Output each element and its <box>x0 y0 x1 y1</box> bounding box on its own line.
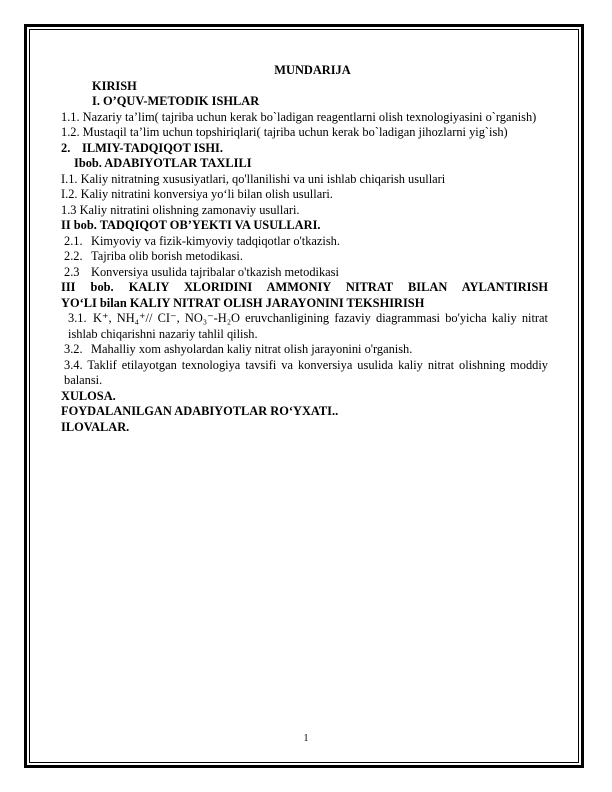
toc-item-III-1 <box>61 311 548 342</box>
toc-foydalanilgan: FOYDALANILGAN ADABIYOTLAR RO‘YXATI.. <box>61 404 339 418</box>
toc-item-II-3 <box>61 265 548 281</box>
toc-ilovalar: ILOVALAR. <box>61 419 130 434</box>
toc-item-III-1-text: K⁺, NH₄⁺// CI⁻, NO₃⁻-H₂O eruvchanligining fazaviy diagrammasi bo'yicha kaliy nitrat ishlab chiqarishni nazariy tahlil qilish. <box>68 311 548 341</box>
toc-item-II-2 <box>61 249 548 265</box>
toc-item-II-2-number: 2.2. <box>64 249 83 263</box>
toc-item-I-2: I.2. Kaliy nitratini konversiya yo‘li bilan olish usullari. <box>61 187 333 201</box>
toc-item-I-3: 1.3 Kaliy nitratini olishning zamonaviy usullari. <box>61 202 300 217</box>
toc-chapter-2 <box>61 141 548 157</box>
toc-chapter-III-line-2: YO‘LI bilan KALIY NITRAT OLISH JARAYONINI TEKSHIRISH <box>61 295 425 310</box>
toc-item-1-2: 1.2. Mustaqil ta’lim uchun topshiriqlari( tajriba uchun kerak bo`ladigan jihozlarni yig`ish) <box>61 125 508 139</box>
toc-item-III-2 <box>61 342 548 358</box>
toc-item-II-2-text: Tajriba olib borish metodikasi. <box>91 249 243 263</box>
toc-chapter-2-number: 2. <box>61 140 71 155</box>
toc-item-II-3-number: 2.3 <box>64 264 80 279</box>
toc-item-III-4: 3.4. Taklif etilayotgan texnologiya tavsifi va konversiya usulida kaliy nitrat olishning moddiy balansi. <box>64 357 548 387</box>
toc-item-II-3-text: Konversiya usulida tajribalar o'tkazish metodikasi <box>91 264 339 279</box>
toc-item-II-1 <box>61 234 548 250</box>
toc-chapter-II: II bob. TADQIQOT OB’YEKTI VA USULLARI. <box>61 218 321 232</box>
toc-xulosa: XULOSA. <box>61 388 116 403</box>
page-number: 1 <box>303 733 309 744</box>
toc-item-1-1: 1.1. Nazariy ta’lim( tajriba uchun kerak bo`ladigan reagentlarni olish texnologiyasini o`rganish) <box>61 109 537 124</box>
toc-item-III-2-number: 3.2. <box>64 342 83 356</box>
toc-item-II-1-text: Kimyoviy va fizik-kimyoviy tadqiqotlar o'tkazish. <box>91 233 340 248</box>
toc-item-III-1-number: 3.1. <box>68 311 87 325</box>
toc-item-III-2-text: Mahalliy xom ashyolardan kaliy nitrat olish jarayonini o'rganish. <box>91 342 413 356</box>
toc-title: MUNDARIJA <box>274 63 351 77</box>
toc-chapter-I: Ibob. ADABIYOTLAR TAXLILI <box>74 156 252 170</box>
toc-chapter-1: I. O’QUV-METODIK ISHLAR <box>92 94 260 108</box>
toc-chapter-III-line-1: III bob. KALIY XLORIDINI AMMONIY NITRAT BILAN AYLANTIRISH <box>61 280 548 294</box>
table-of-contents <box>61 63 548 435</box>
toc-chapter-2-title: ILMIY-TADQIQOT ISHI. <box>82 140 223 155</box>
toc-kirish: KIRISH <box>92 78 137 93</box>
toc-item-II-1-number: 2.1. <box>64 233 83 248</box>
toc-item-I-1: I.1. Kaliy nitratning xususiyatlari, qo'llanilishi va uni ishlab chiqarish usullari <box>61 171 446 186</box>
